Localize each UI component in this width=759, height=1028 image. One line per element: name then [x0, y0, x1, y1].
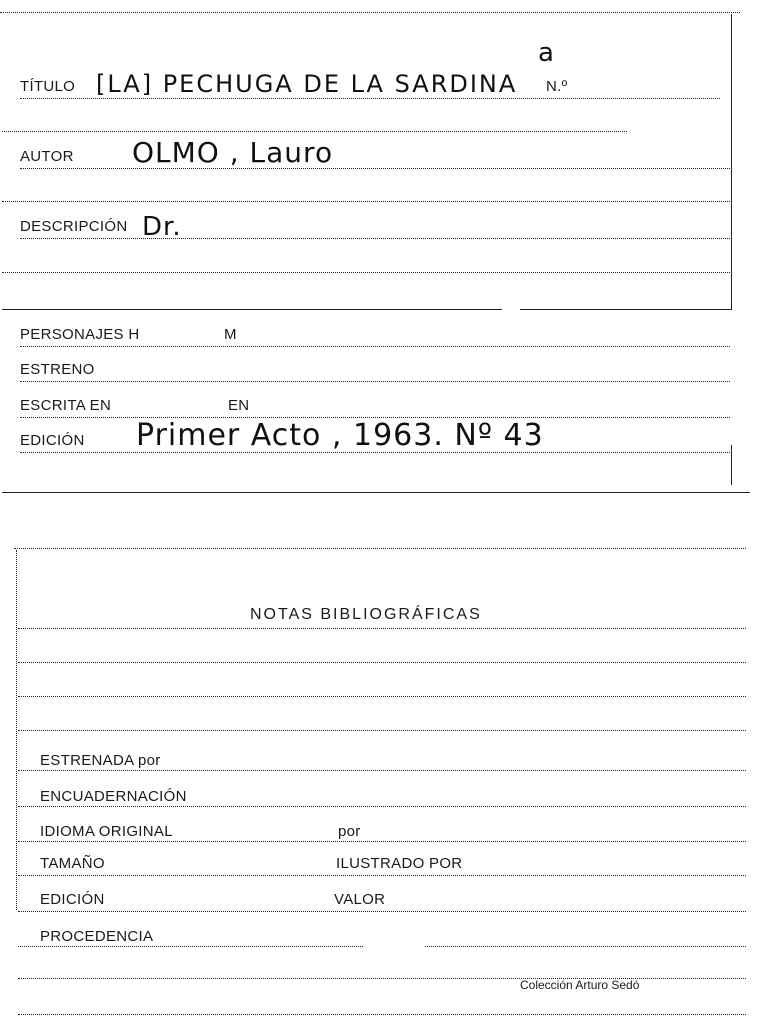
personajes-label: PERSONAJES H	[20, 326, 140, 343]
rule	[18, 730, 746, 731]
rule	[20, 238, 730, 239]
rule	[2, 201, 730, 202]
procedencia-label: PROCEDENCIA	[40, 928, 154, 945]
numero-label: N.º	[546, 78, 568, 95]
rule	[20, 346, 730, 347]
coleccion-label: Colección Arturo Sedó	[520, 978, 640, 992]
autor-value: OLMO , Lauro	[132, 136, 334, 169]
rule	[520, 309, 732, 310]
rule	[18, 770, 746, 771]
rule	[20, 381, 730, 382]
edicion-value: Primer Acto , 1963. Nº 43	[136, 418, 544, 453]
front-top-border	[0, 12, 740, 13]
rule	[18, 875, 746, 876]
descripcion-label: DESCRIPCIÓN	[20, 218, 128, 235]
rule	[425, 946, 746, 947]
autor-label: AUTOR	[20, 148, 74, 165]
edicion-label: EDICIÓN	[20, 432, 85, 449]
ilustrado-label: ILUSTRADO POR	[336, 855, 463, 872]
front-bottom-border	[2, 492, 750, 493]
notas-heading: NOTAS BIBLIOGRÁFICAS	[250, 606, 482, 623]
personajes-m-label: M	[224, 326, 237, 343]
idioma-label: IDIOMA ORIGINAL	[40, 823, 173, 840]
rule	[20, 452, 730, 453]
rule	[2, 309, 502, 310]
por-label: por	[338, 823, 361, 840]
tamano-label: TAMAÑO	[40, 855, 105, 872]
rule	[18, 662, 746, 663]
rule	[20, 98, 720, 99]
estrenada-label: ESTRENADA por	[40, 752, 161, 769]
front-right-border	[731, 14, 732, 310]
estreno-label: ESTRENO	[20, 361, 95, 378]
back-edicion-label: EDICIÓN	[40, 891, 105, 908]
valor-label: VALOR	[334, 891, 386, 908]
rule	[20, 168, 730, 169]
encuadernacion-label: ENCUADERNACIÓN	[40, 788, 187, 805]
rule	[18, 911, 746, 912]
descripcion-value: Dr.	[142, 212, 182, 242]
escrita-en-label: EN	[228, 397, 250, 414]
titulo-value: [LA] PECHUGA DE LA SARDINA	[96, 70, 518, 98]
titulo-label: TÍTULO	[20, 78, 76, 95]
rule	[18, 841, 746, 842]
rule	[2, 131, 627, 132]
rule	[18, 806, 746, 807]
front-right-border-lower	[731, 445, 732, 485]
back-left-border	[16, 550, 17, 910]
back-top-border	[14, 548, 746, 549]
rule	[2, 272, 730, 273]
rule	[18, 946, 363, 947]
titulo-superscript: a	[538, 38, 555, 68]
escrita-label: ESCRITA EN	[20, 397, 112, 414]
rule	[18, 696, 746, 697]
rule	[18, 1014, 746, 1015]
rule	[18, 628, 746, 629]
